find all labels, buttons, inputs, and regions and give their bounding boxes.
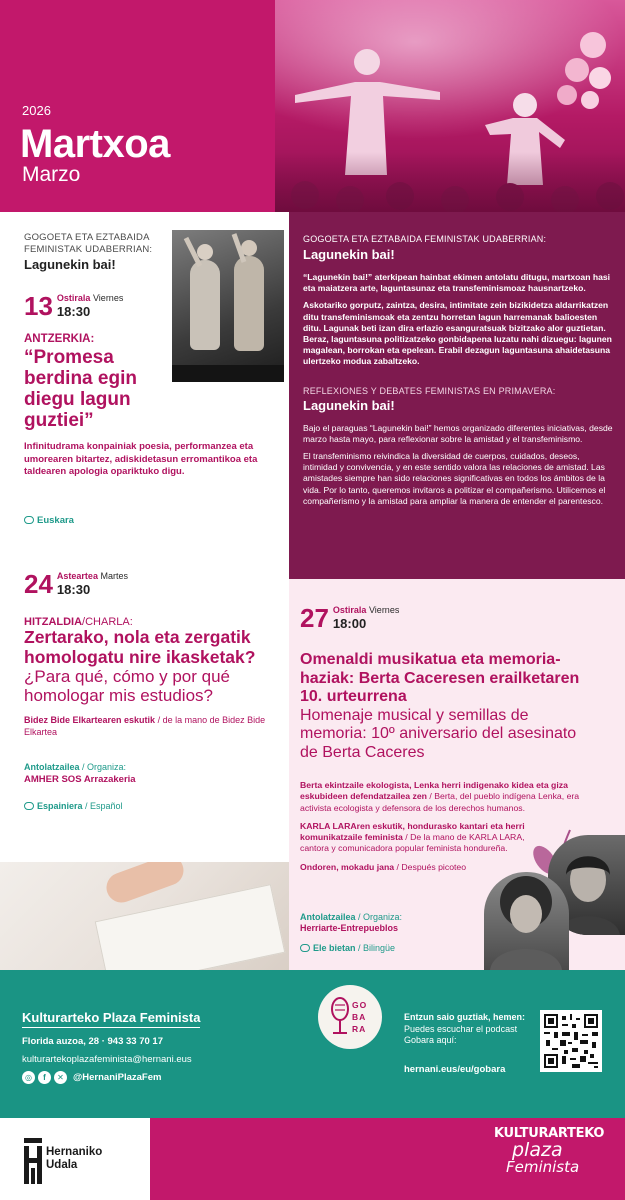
event13-description: Infinitudrama konpainiak poesia, performanzea eta umorearen bitartez, adiskidetasun erromantikoa eta taldearen apologia opariktuko digu. [24,441,258,477]
event27-title-eu: Omenaldi musikatua eta memoria-haziak: Berta Caceresen erailketaren 10. urteurrena [300,651,580,705]
gobara-logo-text: GO BA RA [352,1000,368,1034]
event13-series: Lagunekin bai! [24,257,116,272]
event24-by-eu: Bidez Bide Elkartearen eskutik [24,715,156,725]
logo-line2: Udala [46,1159,78,1171]
event24-organizer: AMHER SOS Arrazakeria [24,774,136,785]
intro-para-es-1: Bajo el paraguas “Lagunekin bai!” hemos organizado diferentes iniciativas, desde marzo hasta mayo, para reflexionar sobre la amistad y el transfeminismo. [303,422,613,444]
event13-title: “Promesa berdina egin diegu lagun guztiei” [24,347,137,431]
event13-date [24,292,123,320]
event24-time: 18:30 [56,582,91,597]
event27-title-es: Homenaje musical y semillas de memoria: 10º aniversario del asesinato de Berta Caceres [300,706,577,761]
event24-category-es: /CHARLA: [82,616,133,628]
intro-para-es-2: El transfeminismo reivindica la diversidad de cuerpos, cuidados, deseos, intimidad y convivencia, y en este sentido valora las relaciones de amistad. Las amistades siempre han sido relaciones significativas en todos los ámbitos de la vida. Por lo tanto, queremos invitaros a politizar el compañerismo. Utilicemos el compañerismo y la amistad para ampliar la manera de entender el parentesco. [303,451,606,506]
qr-code[interactable] [540,1010,602,1072]
brand-line2: plaza [512,1139,563,1161]
event13-kicker: GOGOETA ETA EZTABAIDA FEMINISTAK UDABERRIAN: [24,232,153,255]
portrait-illustration [484,872,569,970]
event27-language-es: / Bilingüe [355,943,396,953]
speech-bubble-icon [24,802,34,810]
facebook-icon[interactable]: f [38,1071,51,1084]
event27-time: 18:00 [332,616,367,631]
speech-bubble-icon [300,944,310,952]
event27-p1-es: / Berta, del pueblo indígena Lenka, era activista ecologista y defensora de los derechos humanos. [300,791,580,813]
header-banner [0,0,625,212]
event27-p3-es: / Después picoteo [394,861,467,872]
instagram-icon[interactable]: ◎ [22,1071,35,1084]
event27-dayname-eu: Ostirala [332,605,367,615]
event24-dayname-es: Martes [100,571,128,581]
hernani-coat-of-arms-icon [24,1138,42,1184]
event13-language [24,515,74,526]
event13-language-text: Euskara [37,515,74,526]
event27-p3-eu: Ondoren, mokadu jana [300,861,395,872]
hernani-logo-text [46,1146,102,1172]
year: 2026 [22,103,51,118]
event24-category-eu: HITZALDIA [24,616,83,628]
venue-email[interactable]: kulturartekoplazafeminista@hernani.eus [22,1054,192,1065]
event13-day: 13 [24,291,53,321]
event24-day: 24 [24,569,53,599]
event27-p2-es: / De la mano de KARLA LARA, cantora y comunicadora popular feminista hondureña. [300,832,525,854]
event27-day: 27 [300,603,329,633]
event27-organizer-block [300,912,402,953]
event13-dayname-eu: Ostirala [56,293,91,303]
dancers-illustration [172,230,284,382]
event27-date [300,604,399,632]
podcast-label-eu: Entzun saio guztiak, hemen: [404,1012,526,1022]
intro-kicker-es: REFLEXIONES Y DEBATES FEMINISTAS EN PRIMAVERA: [303,385,556,396]
brand-line1: KULTURARTEKO [494,1126,605,1141]
podcast-label-es: Puedes escuchar el podcast Gobara aquí: [404,1024,518,1045]
event24-language-es: / Español [82,801,123,811]
social-handle[interactable]: @HernaniPlazaFem [73,1072,162,1083]
podcast-url[interactable]: hernani.eus/eu/gobara [404,1064,506,1075]
kulturarteko-plaza-feminista-logo [494,1126,604,1175]
event27-p2-eu: KARLA LARAren eskutik, hondurasko kantari eta herri komunikatzaile feminista [300,820,525,843]
month-title-es: Marzo [22,163,81,186]
event27-organizer: Herriarte-Entrepueblos [300,923,399,933]
qr-code-icon [544,1014,598,1068]
event13-category: ANTZERKIA: [24,333,95,345]
event13-photo [172,230,284,382]
event24-language-eu: Espainiera [37,801,83,811]
event27-p1-eu: Berta ekintzaile ekologista, Lenka herri indigenako kidea eta giza eskubideen defendatzailea zen [300,780,568,802]
event27-org-label-eu: Antolatzailea [300,912,356,922]
event13-dayname-es: Viernes [92,293,124,303]
event24-title-eu: Zertarako, nola eta zergatik homologatu nire ikasketak? [24,627,256,667]
event27-org-label-es: / Organiza: [355,912,403,922]
intro-kicker-eu: GOGOETA ETA EZTABAIDA FEMINISTAK UDABERRIAN: [303,234,547,244]
social-links [22,1071,161,1084]
venue-name: Kulturarteko Plaza Feminista [22,1010,200,1028]
event13-time: 18:30 [56,304,91,319]
intro-heading-es: Lagunekin bai! [303,397,395,413]
event24-dayname-eu: Asteartea [56,571,98,581]
intro-para-eu-2: Askotariko gorputz, zaintza, desira, intimitate zein bizikidetza aldarrikatzen ditu transfeminismoak eta zentzu horretan lagun harremanak balioesten ditu. Lagunak beti izan dira erlazio esanguratsuak bizitzako alor guztietan. Beraz, laguntasuna politizatzeko gonbidapena luzatu nahi dizuegu: lagunen magalean, borrokan eta epelean. Erabil dezagun laguntasuna ahaidetasuna ulertzeko modua zabaltzeko. [303,300,612,367]
event24-title-es: ¿Para qué, cómo y por qué homologar mis estudios? [24,667,231,705]
speech-bubble-icon [24,516,34,524]
event24-org-label-es: / Organiza: [79,762,127,772]
intro-heading-eu: Lagunekin bai! [303,247,395,262]
event24-body [24,616,286,811]
event24-org-label-eu: Antolatzailea [24,762,80,772]
event27-dayname-es: Viernes [368,605,400,615]
event13-body [24,333,159,431]
venue-address: Florida auzoa, 28 · 943 33 70 17 [22,1036,163,1047]
event24-date [24,570,128,598]
month-title-eu: Martxoa [20,122,170,166]
header-photo [275,0,625,212]
brand-line3: Feminista [506,1158,580,1176]
intro-para-eu-1: “Lagunekin bai!” aterkipean hainbat ekimen antolatu ditugu, martxoan hasi eta maiatzera arte, laguntasunaz eta transfeminismoaz hausnartzeko. [303,272,611,294]
event27-language-eu: Ele bietan [313,943,356,953]
series-intro-box [289,212,625,579]
logo-line1: Hernaniko [46,1146,103,1158]
gobara-podcast-logo [318,985,382,1049]
event27-body [300,651,595,762]
x-icon[interactable]: ✕ [54,1071,67,1084]
event24-by-es: / de la mano de Bidez Bide Elkartea [24,715,266,737]
karla-lara-portrait [484,872,569,970]
audience-shade [275,152,625,212]
diploma-photo [0,862,289,970]
